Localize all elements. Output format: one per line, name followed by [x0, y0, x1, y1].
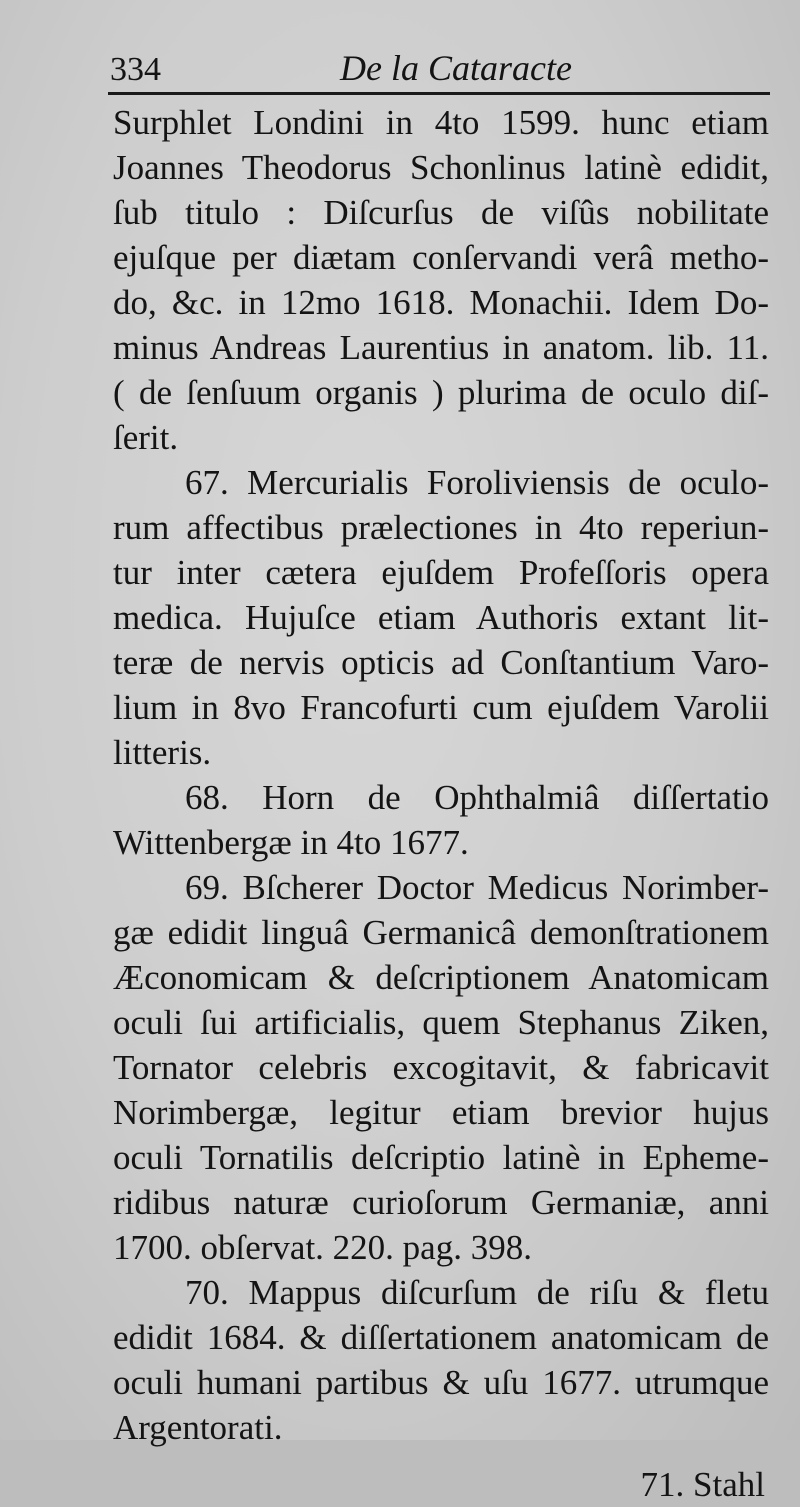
text-line: ( de ſenſuum organis ) plurima de oculo diſ- — [113, 373, 769, 412]
text-line: Argentorati. — [113, 1408, 283, 1447]
paragraph-start-69: 69. Bſcherer Doctor Medicus Norimber- — [185, 868, 769, 907]
spacer — [113, 1450, 769, 1462]
page-number: 334 — [110, 51, 161, 88]
text-line: Norimbergæ, legitur etiam brevior hujus — [113, 1093, 769, 1132]
text-line: edidit 1684. & diſſertationem anatomicam de — [113, 1318, 769, 1357]
text-line: 1700. obſervat. 220. pag. 398. — [113, 1228, 532, 1267]
text-line: gæ edidit linguâ Germanicâ demonſtrationem — [113, 913, 769, 952]
page-header — [110, 46, 770, 96]
text-line: ſerit. — [113, 418, 179, 457]
text-line: tur inter cætera ejuſdem Profeſſoris opera — [113, 553, 769, 592]
text-line: Joannes Theodorus Schonlinus latinè edidit, — [113, 148, 769, 187]
header-rule — [108, 92, 770, 95]
text-line: ridibus naturæ curioſorum Germaniæ, anni — [113, 1183, 769, 1222]
catchword: 71. Stahl — [640, 1465, 765, 1504]
text-line: Tornator celebris excogitavit, & fabricavit — [113, 1048, 769, 1087]
text-line: oculi humani partibus & uſu 1677. utrumque — [113, 1363, 769, 1402]
text-line: litteris. — [113, 733, 212, 772]
paragraph-start-68: 68. Horn de Ophthalmiâ diſſertatio — [185, 778, 769, 817]
text-line: Æconomicam & deſcriptionem Anatomicam — [113, 958, 769, 997]
text-line: Surphlet Londini in 4to 1599. hunc etiam — [113, 103, 769, 142]
text-line: ejuſque per diætam conſervandi verâ metho- — [113, 238, 769, 277]
text-line: minus Andreas Laurentius in anatom. lib. 11. — [113, 328, 769, 367]
text-line: rum affectibus prælectiones in 4to reperiun- — [113, 508, 769, 547]
text-line: lium in 8vo Francofurti cum ejuſdem Varolii — [113, 688, 769, 727]
text-line: oculi ſui artificialis, quem Stephanus Ziken, — [113, 1003, 769, 1042]
text-line: ſub titulo : Diſcurſus de viſûs nobilitate — [113, 193, 769, 232]
text-line: Wittenbergæ in 4to 1677. — [113, 823, 469, 862]
text-line: oculi Tornatilis deſcriptio latinè in Epheme- — [113, 1138, 769, 1177]
paragraph-start-70: 70. Mappus diſcurſum de riſu & fletu — [185, 1273, 769, 1312]
paragraph-start-67: 67. Mercurialis Foroliviensis de oculo- — [185, 463, 769, 502]
running-title: De la Cataracte — [340, 48, 572, 88]
text-line: medica. Hujuſce etiam Authoris extant lit- — [113, 598, 769, 637]
text-line: do, &c. in 12mo 1618. Monachii. Idem Do- — [113, 283, 769, 322]
body-text — [113, 100, 769, 1507]
text-line: teræ de nervis opticis ad Conſtantium Varo- — [113, 643, 769, 682]
